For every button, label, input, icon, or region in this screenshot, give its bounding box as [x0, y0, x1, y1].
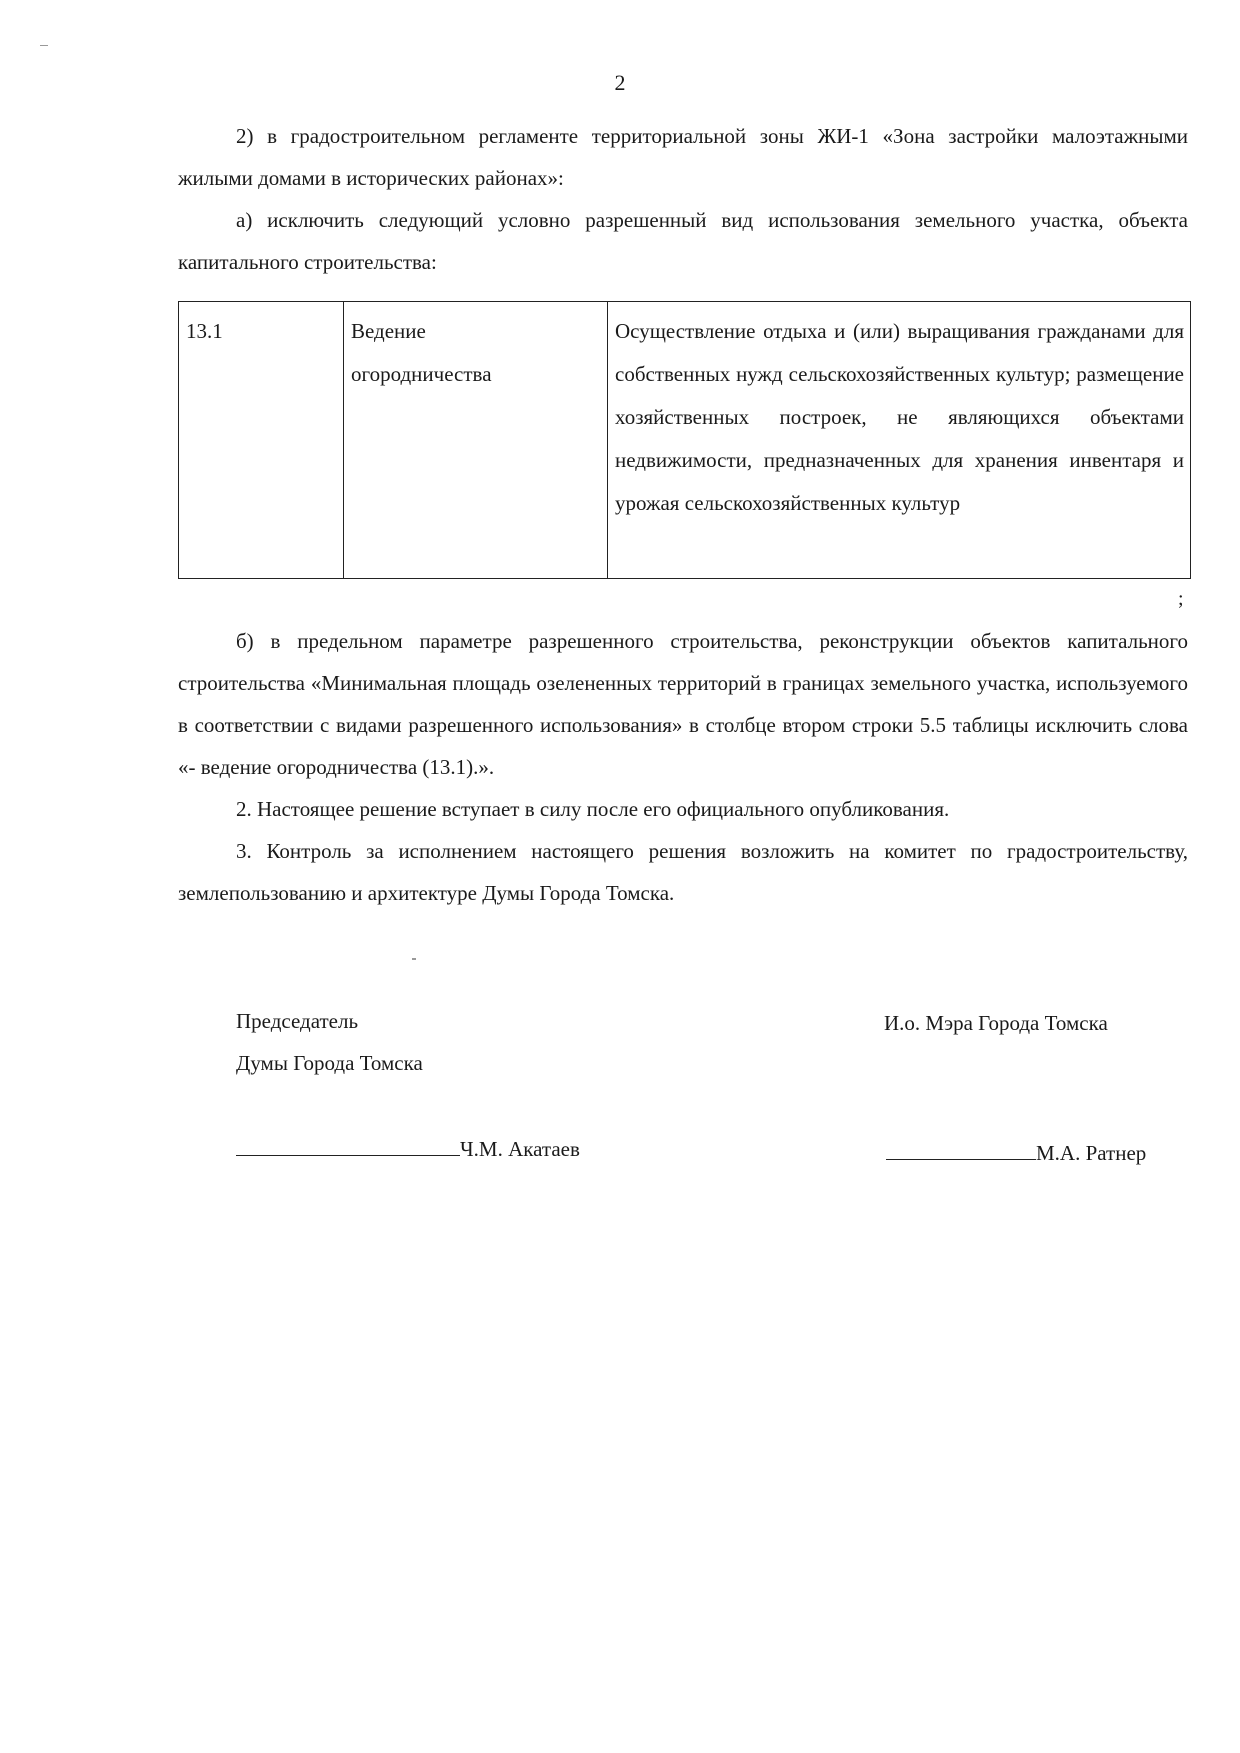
table-end-semicolon: ; — [1178, 588, 1184, 610]
page-number: 2 — [614, 70, 626, 95]
paragraph-zone-zhi1: 2) в градостроительном регламенте территориальной зоны ЖИ-1 «Зона застройки малоэтажными жилыми домами в исторических районах»: — [178, 124, 1188, 190]
signature-line-right — [886, 1141, 1036, 1160]
paragraph-b-green-area: б) в предельном параметре разрешенного строительства, реконструкции объектов капитального строительства «Минимальная площадь озелененных территорий в границах земельного участка, используемого в соответствии с видами разрешенного использования» в столбце втором строки 5.5 таблицы исключить слова «- ведение огородничества (13.1).». — [178, 629, 1188, 779]
cell-code: 13.1 — [179, 302, 344, 579]
signature-left-line — [236, 1128, 580, 1170]
paragraph-entry-into-force: 2. Настоящее решение вступает в силу после его официального опубликования. — [236, 797, 950, 821]
signature-line-left — [236, 1137, 460, 1156]
cell-name — [344, 302, 608, 579]
cell-description: Осуществление отдыха и (или) выращивания гражданами для собственных нужд сельскохозяйственных культур; размещение хозяйственных построек, не являющихся объектами недвижимости, предназначенных для хранения инвентаря и урожая сельскохозяйственных культур — [608, 302, 1191, 579]
signature-right-block — [884, 1002, 1108, 1044]
scan-artifact — [40, 45, 48, 46]
cell-name-text: Ведение огородничества — [351, 319, 492, 386]
signature-left-block — [236, 1000, 423, 1084]
signature-right-line — [886, 1132, 1146, 1174]
left-title-line1: Председатель — [236, 1009, 359, 1033]
paragraph-control: 3. Контроль за исполнением настоящего решения возложить на комитет по градостроительству, землепользованию и архитектуре Думы Города Томска. — [178, 839, 1188, 905]
left-signer-name: Ч.М. Акатаев — [460, 1137, 580, 1161]
paragraph-a-exclude-use: а) исключить следующий условно разрешенный вид использования земельного участка, объекта капитального строительства: — [178, 208, 1188, 274]
right-signer-name: М.А. Ратнер — [1036, 1141, 1147, 1165]
right-title-line1: И.о. Мэра Города Томска — [884, 1011, 1108, 1035]
left-title-line2: Думы Города Томска — [236, 1051, 423, 1075]
table-row — [179, 302, 1191, 579]
scan-artifact — [412, 958, 416, 960]
land-use-table — [178, 301, 1191, 579]
